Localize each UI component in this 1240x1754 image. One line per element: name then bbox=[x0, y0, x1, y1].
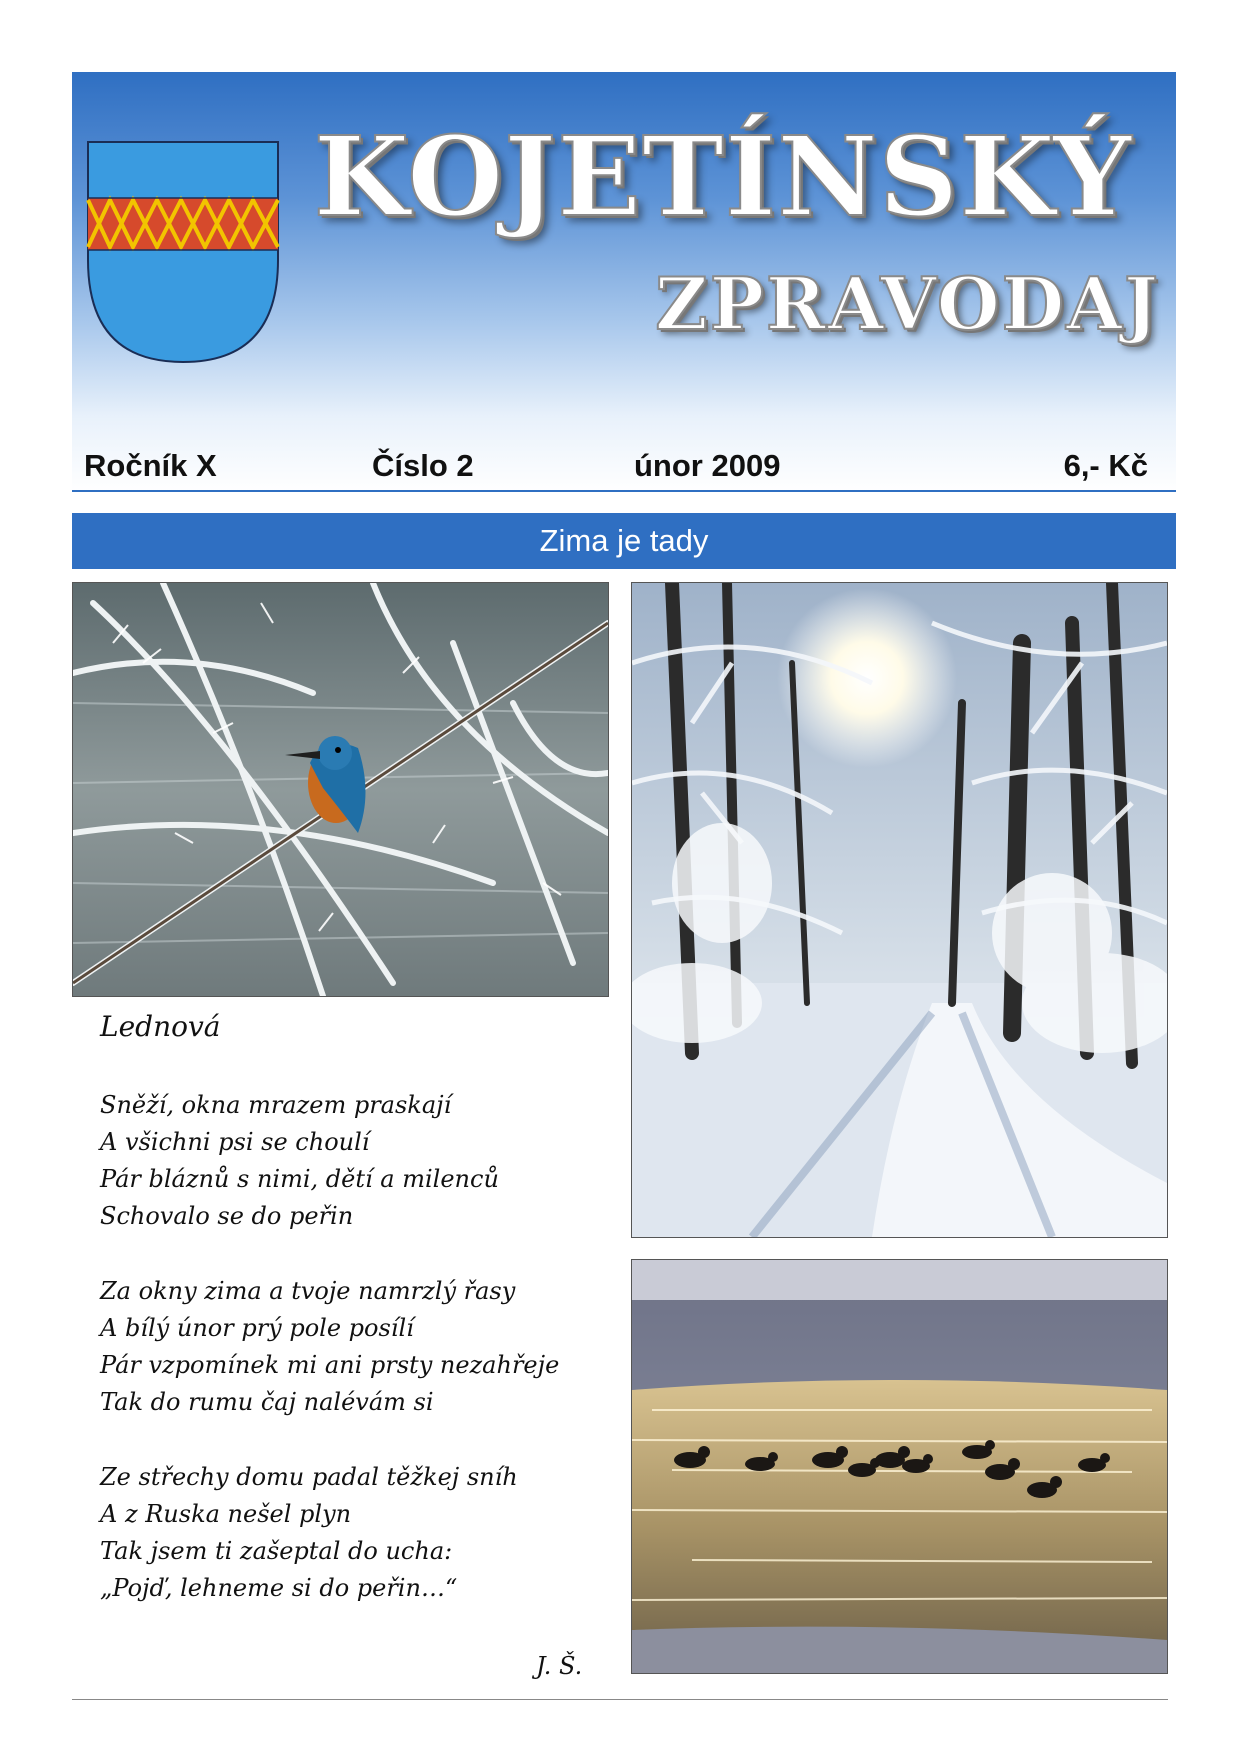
ducks-on-water-photo bbox=[631, 1259, 1168, 1674]
poem-title: Lednová bbox=[100, 1010, 221, 1043]
poem-stanza bbox=[100, 1087, 640, 1235]
winter-forest-photo bbox=[631, 582, 1168, 1238]
poem-line: Pár vzpomínek mi ani prsty nezahřeje bbox=[100, 1351, 560, 1379]
poem bbox=[100, 1010, 640, 1645]
issue-price: 6,- Kč bbox=[1063, 448, 1148, 483]
footer-divider bbox=[72, 1699, 1168, 1700]
poem-stanza bbox=[100, 1459, 640, 1607]
kingfisher-photo bbox=[72, 582, 609, 997]
coat-of-arms-icon bbox=[86, 140, 280, 364]
poem-stanza bbox=[100, 1273, 640, 1421]
poem-line: Schovalo se do peřin bbox=[100, 1202, 354, 1230]
meta-divider bbox=[72, 490, 1176, 492]
poem-line: Tak do rumu čaj nalévám si bbox=[100, 1388, 434, 1416]
issue-volume: Ročník X bbox=[84, 448, 217, 483]
poem-line: Pár bláznů s nimi, dětí a milenců bbox=[100, 1165, 499, 1193]
newsletter-title: KOJETÍNSKÝ bbox=[313, 112, 1133, 241]
poem-line: „Pojď, lehneme si do peřin…“ bbox=[100, 1574, 458, 1602]
poem-line: A z Ruska nešel plyn bbox=[100, 1500, 352, 1528]
poem-line: Za okny zima a tvoje namrzlý řasy bbox=[100, 1277, 516, 1305]
section-heading: Zima je tady bbox=[72, 513, 1176, 569]
poem-line: Ze střechy domu padal těžkej sníh bbox=[100, 1463, 518, 1491]
poem-line: A bílý únor prý pole posílí bbox=[100, 1314, 414, 1342]
issue-date: únor 2009 bbox=[634, 448, 781, 483]
poem-signature: J. Š. bbox=[536, 1652, 583, 1680]
poem-line: Tak jsem ti zašeptal do ucha: bbox=[100, 1537, 453, 1565]
newsletter-subtitle: ZPRAVODAJ bbox=[655, 261, 1160, 346]
issue-number: Číslo 2 bbox=[372, 448, 474, 483]
poem-line: A všichni psi se choulí bbox=[100, 1128, 370, 1156]
poem-line: Sněží, okna mrazem praskají bbox=[100, 1091, 452, 1119]
